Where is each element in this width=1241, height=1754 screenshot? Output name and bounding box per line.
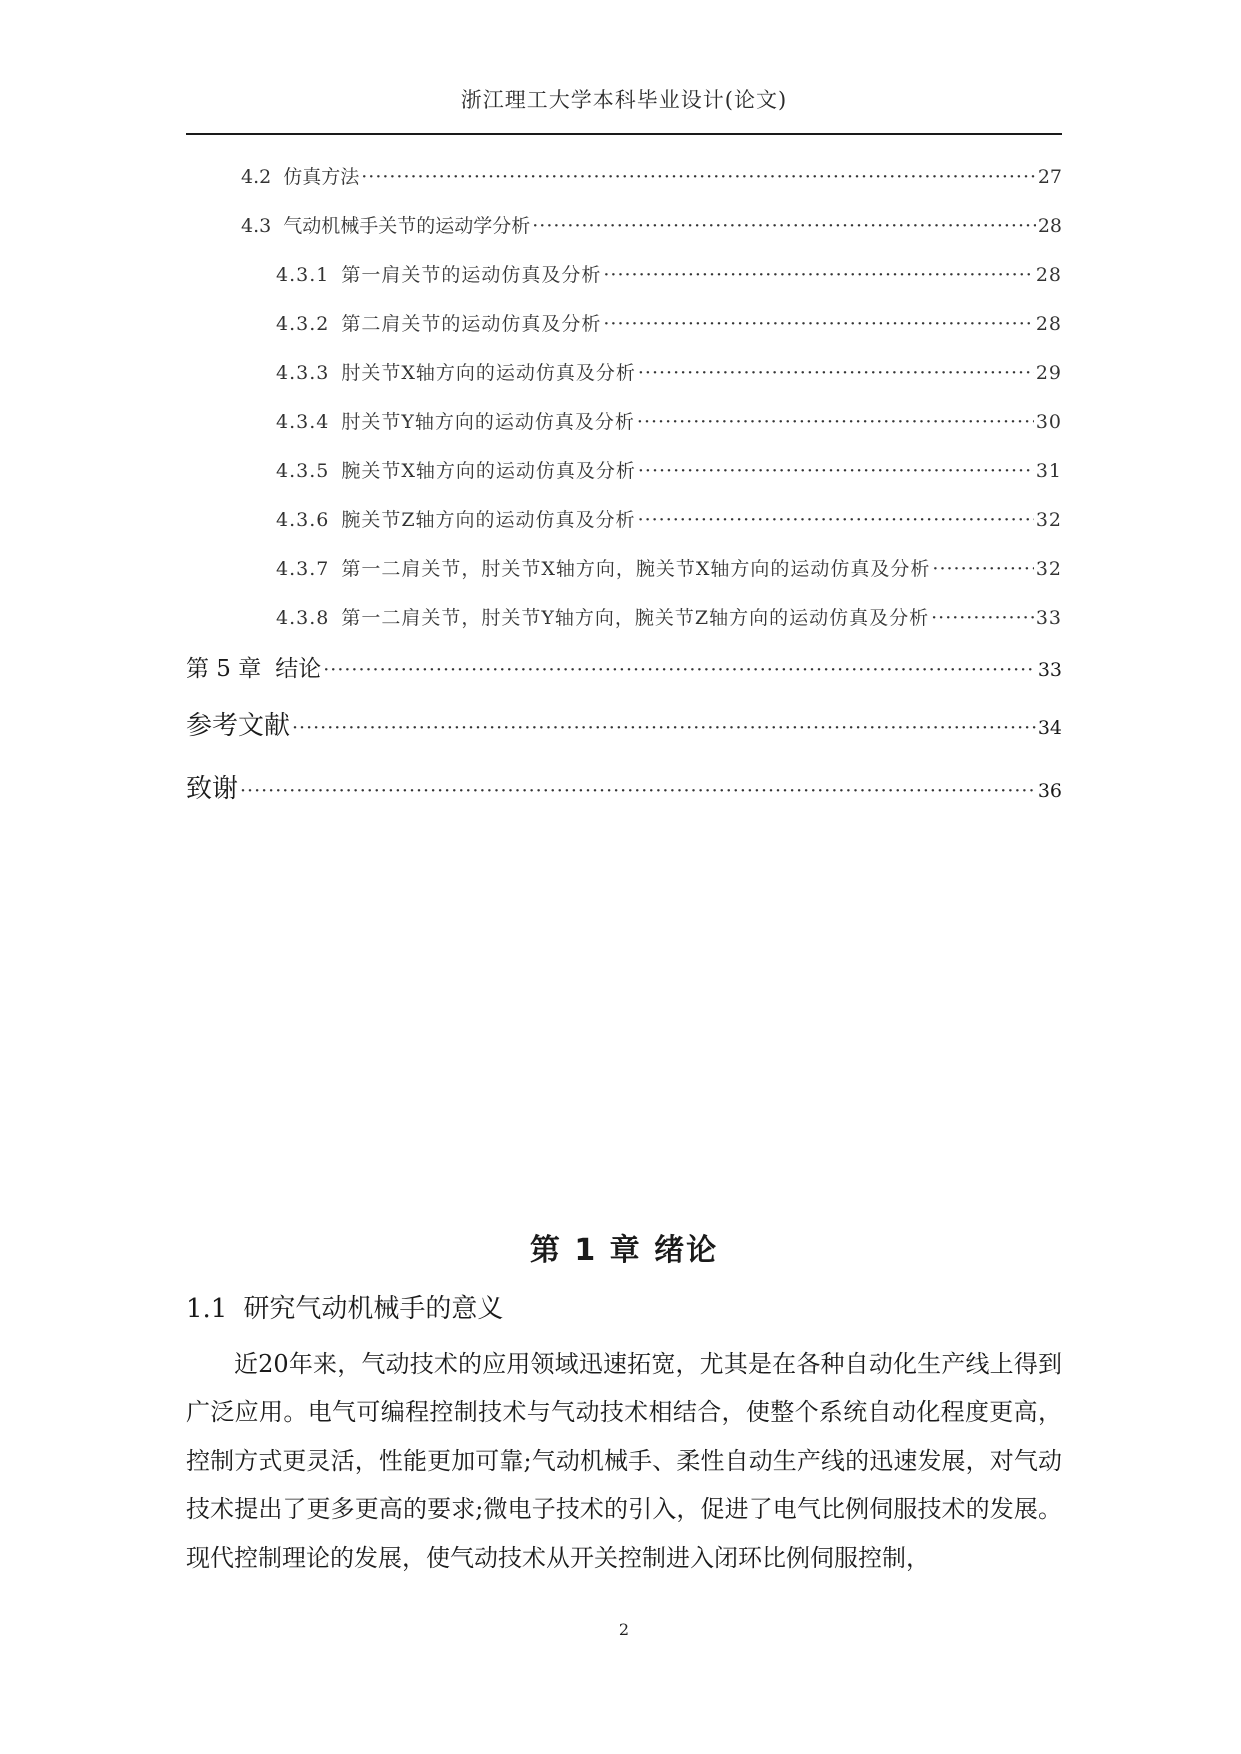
toc-entry-4-3-1[interactable] — [276, 260, 1062, 287]
header-rule — [186, 133, 1062, 135]
section-title: 研究气动机械手的意义 — [243, 1294, 504, 1324]
toc-entry-title: 仿真方法 — [283, 166, 360, 188]
toc-leader-dots — [361, 166, 1036, 188]
toc-entry-title: 肘关节X轴方向的运动仿真及分析 — [341, 362, 636, 384]
toc-entry-number: 4.3.1 — [276, 264, 330, 286]
body-paragraph: 近20年来，气动技术的应用领域迅速拓宽，尤其是在各种自动化生产线上得到广泛应用。电气可编程控制技术与气动技术相结合，使整个系统自动化程度更高，控制方式更灵活，性能更加可靠;气动机械手、柔性自动生产线的迅速发展，对气动技术提出了更多更高的要求;微电子技术的引入，促进了电气比例伺服技术的发展。现代控制理论的发展，使气动技术从开关控制进入闭环比例伺服控制， — [186, 1350, 1062, 1572]
toc-entry-title: 肘关节Y轴方向的运动仿真及分析 — [341, 411, 635, 433]
toc-entry-4-2[interactable] — [241, 162, 1062, 189]
toc-entry-page: 30 — [1035, 411, 1062, 433]
chapter-heading: 第 1 章 绪论 — [529, 1233, 719, 1268]
toc-leader-dots — [532, 215, 1036, 237]
toc-entry-chapter-5[interactable] — [186, 650, 1062, 683]
toc-entry-page: 32 — [1035, 509, 1062, 531]
toc-leader-dots — [292, 717, 1036, 739]
toc-entry-number: 4.3.3 — [276, 362, 330, 384]
section-heading — [186, 1288, 503, 1325]
toc-leader-dots — [638, 362, 1034, 384]
toc-entry-page: 29 — [1035, 362, 1062, 384]
toc-entry-title: 气动机械手关节的运动学分析 — [283, 215, 531, 237]
toc-entry-page: 34 — [1037, 717, 1062, 739]
toc-leader-dots — [240, 780, 1036, 802]
toc-entry-number: 第 5 章 — [186, 656, 262, 682]
toc-entry-page: 32 — [1035, 558, 1062, 580]
toc-entry-acknowledgements[interactable] — [186, 768, 1062, 805]
running-header: 浙江理工大学本科毕业设计(论文) — [460, 88, 788, 112]
toc-entry-title: 腕关节X轴方向的运动仿真及分析 — [341, 460, 636, 482]
toc-entry-title: 第一二肩关节，肘关节X轴方向，腕关节X轴方向的运动仿真及分析 — [341, 558, 931, 580]
toc-entry-title: 第一二肩关节，肘关节Y轴方向，腕关节Z轴方向的运动仿真及分析 — [341, 607, 930, 629]
toc-entry-4-3-7[interactable] — [276, 554, 1062, 581]
toc-entry-4-3[interactable] — [241, 211, 1062, 238]
toc-entry-page: 27 — [1037, 166, 1062, 188]
toc-entry-title: 第一肩关节的运动仿真及分析 — [341, 264, 602, 286]
toc-leader-dots — [932, 558, 1033, 580]
toc-entry-number: 4.3.7 — [276, 558, 330, 580]
toc-entry-page: 28 — [1035, 264, 1062, 286]
toc-entry-page: 33 — [1037, 659, 1062, 681]
toc-entry-number: 4.3.2 — [276, 313, 330, 335]
toc-entry-page: 31 — [1035, 460, 1062, 482]
toc-entry-title: 第二肩关节的运动仿真及分析 — [341, 313, 602, 335]
toc-leader-dots — [603, 264, 1033, 286]
toc-entry-number: 4.3.5 — [276, 460, 330, 482]
toc-leader-dots — [931, 607, 1034, 629]
toc-entry-4-3-3[interactable] — [276, 358, 1062, 385]
page-number: 2 — [618, 1620, 630, 1639]
toc-entry-4-3-5[interactable] — [276, 456, 1062, 483]
toc-entry-page: 36 — [1037, 780, 1062, 802]
toc-entry-title: 腕关节Z轴方向的运动仿真及分析 — [341, 509, 636, 531]
toc-entry-title: 参考文献 — [186, 711, 291, 741]
toc-entry-number: 4.3.4 — [276, 411, 330, 433]
toc-leader-dots — [638, 509, 1034, 531]
toc-entry-4-3-2[interactable] — [276, 309, 1062, 336]
toc-entry-page: 28 — [1037, 215, 1062, 237]
section-number: 1.1 — [186, 1294, 228, 1324]
toc-entry-number: 4.3.8 — [276, 607, 330, 629]
toc-entry-4-3-4[interactable] — [276, 407, 1062, 434]
toc-entry-title: 致谢 — [186, 774, 239, 804]
toc-leader-dots — [637, 411, 1034, 433]
toc-leader-dots — [603, 313, 1033, 335]
toc-entry-title: 结论 — [275, 656, 322, 682]
toc-leader-dots — [323, 659, 1036, 681]
toc-entry-4-3-6[interactable] — [276, 505, 1062, 532]
toc-entry-4-3-8[interactable] — [276, 603, 1062, 630]
toc-entry-page: 33 — [1035, 607, 1062, 629]
toc-entry-references[interactable] — [186, 705, 1062, 742]
toc-entry-page: 28 — [1035, 313, 1062, 335]
toc-entry-number: 4.3 — [241, 215, 272, 237]
toc-entry-number: 4.3.6 — [276, 509, 330, 531]
toc-leader-dots — [638, 460, 1034, 482]
toc-entry-number: 4.2 — [241, 166, 272, 188]
